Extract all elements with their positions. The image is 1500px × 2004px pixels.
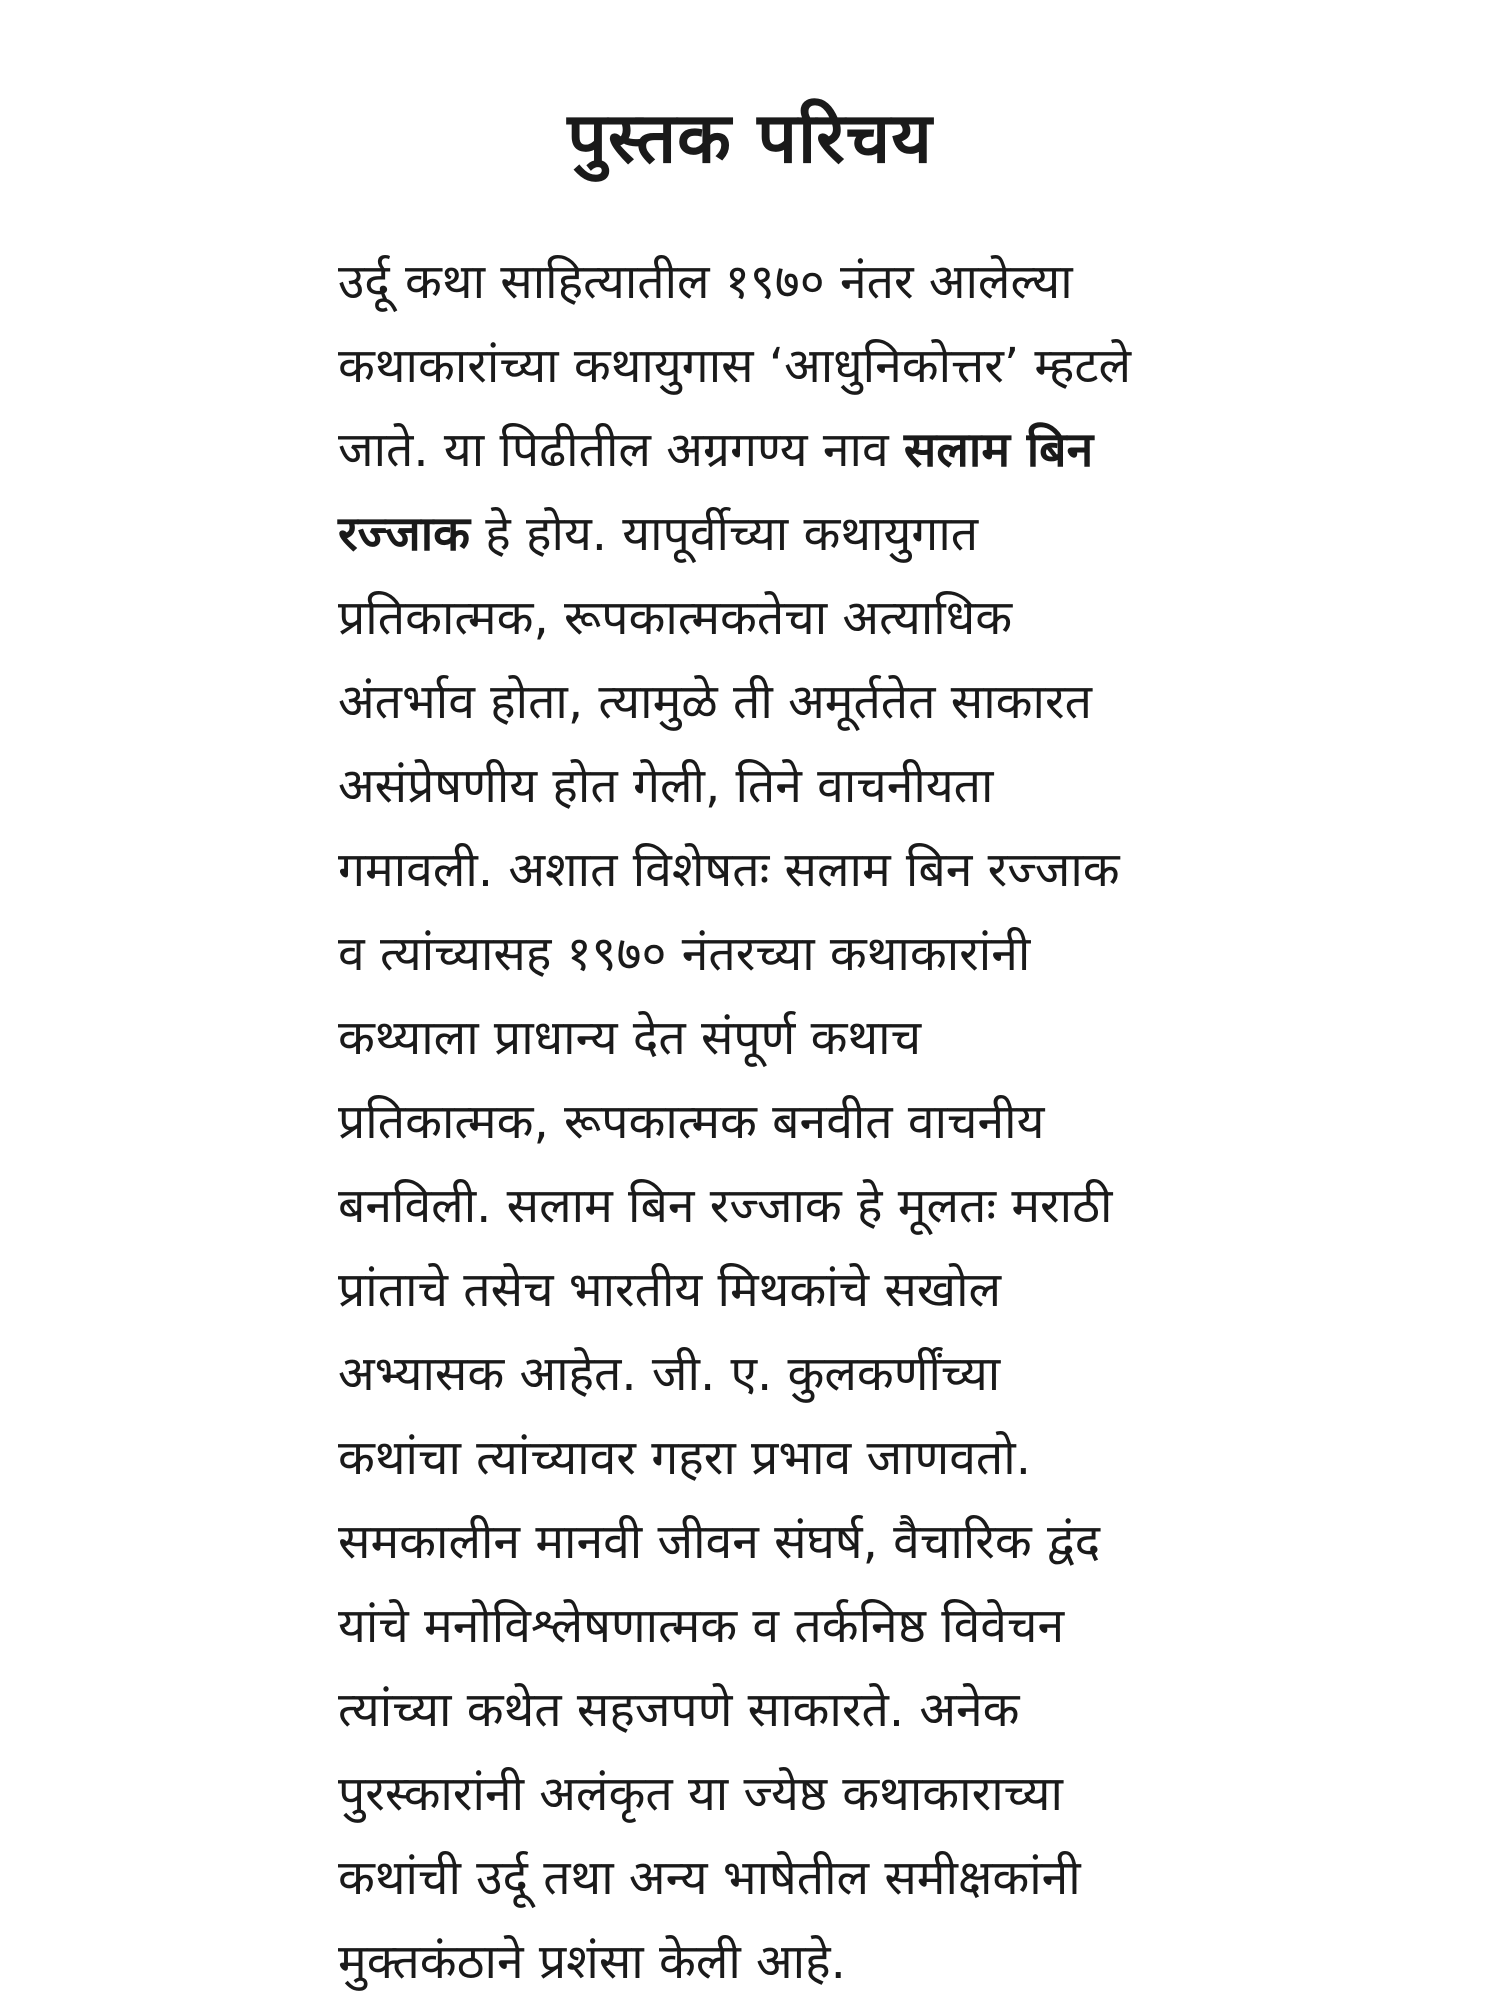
text-run: प्रतिकात्मक, रूपकात्मकतेचा अत्याधिक [338,590,1013,646]
paragraph-line [338,492,1358,576]
paragraph-line [338,408,1358,492]
text-run: प्रतिकात्मक, रूपकात्मक बनवीत वाचनीय [338,1094,1045,1150]
paragraph-line [338,1164,1358,1248]
text-run: गमावली. अशात विशेषतः सलाम बिन रज्जाक [338,842,1120,898]
paragraph-line [338,1668,1358,1752]
text-run: यांचे मनोविश्लेषणात्मक व तर्कनिष्ठ विवेचन [338,1598,1065,1654]
paragraph-line [338,324,1358,408]
paragraph-line [338,1920,1358,2004]
paragraph-line [338,660,1358,744]
author-name-bold: सलाम बिन [903,422,1094,478]
text-run: व त्यांच्यासह १९७० नंतरच्या कथाकारांनी [338,926,1031,982]
text-run: बनविली. सलाम बिन रज्जाक हे मूलतः मराठी [338,1178,1113,1234]
paragraph-line [338,1500,1358,1584]
paragraph-line [338,1752,1358,1836]
page-title: पुस्तक परिचय [567,97,933,179]
paragraph-line [338,744,1358,828]
paragraph-line [338,912,1358,996]
text-run: कथांचा त्यांच्यावर गहरा प्रभाव जाणवतो. [338,1430,1031,1486]
paragraph-line [338,1332,1358,1416]
body-paragraph [338,240,1358,2004]
paragraph-line [338,240,1358,324]
author-name-bold: रज्जाक [338,506,471,562]
text-run: हे होय. यापूर्वीच्या कथायुगात [470,506,979,562]
paragraph-line [338,996,1358,1080]
text-run: जाते. या पिढीतील अग्रगण्य नाव [338,422,904,478]
text-run: कथांची उर्दू तथा अन्य भाषेतील समीक्षकांनी [338,1850,1081,1906]
paragraph-line [338,1416,1358,1500]
paragraph-line [338,1080,1358,1164]
text-run: मुक्तकंठाने प्रशंसा केली आहे. [338,1934,846,1990]
text-run: कथाकारांच्या कथायुगास ‘आधुनिकोत्तर’ म्हटले [338,338,1132,394]
paragraph-line [338,1248,1358,1332]
text-run: असंप्रेषणीय होत गेली, तिने वाचनीयता [338,758,994,814]
text-run: त्यांच्या कथेत सहजपणे साकारते. अनेक [338,1682,1020,1738]
text-run: अंतर्भाव होता, त्यामुळे ती अमूर्ततेत साकारत [338,674,1092,730]
text-run: समकालीन मानवी जीवन संघर्ष, वैचारिक द्वंद [338,1514,1101,1570]
paragraph-line [338,828,1358,912]
paragraph-line [338,1584,1358,1668]
text-run: कथ्याला प्राधान्य देत संपूर्ण कथाच [338,1010,922,1066]
paragraph-line [338,576,1358,660]
text-run: प्रांताचे तसेच भारतीय मिथकांचे सखोल [338,1262,1002,1318]
text-run: अभ्यासक आहेत. जी. ए. कुलकर्णींच्या [338,1346,1001,1402]
paragraph-line [338,1836,1358,1920]
text-run: पुरस्कारांनी अलंकृत या ज्येष्ठ कथाकाराच्या [338,1766,1063,1822]
text-run: उर्दू कथा साहित्यातील १९७० नंतर आलेल्या [338,254,1073,310]
